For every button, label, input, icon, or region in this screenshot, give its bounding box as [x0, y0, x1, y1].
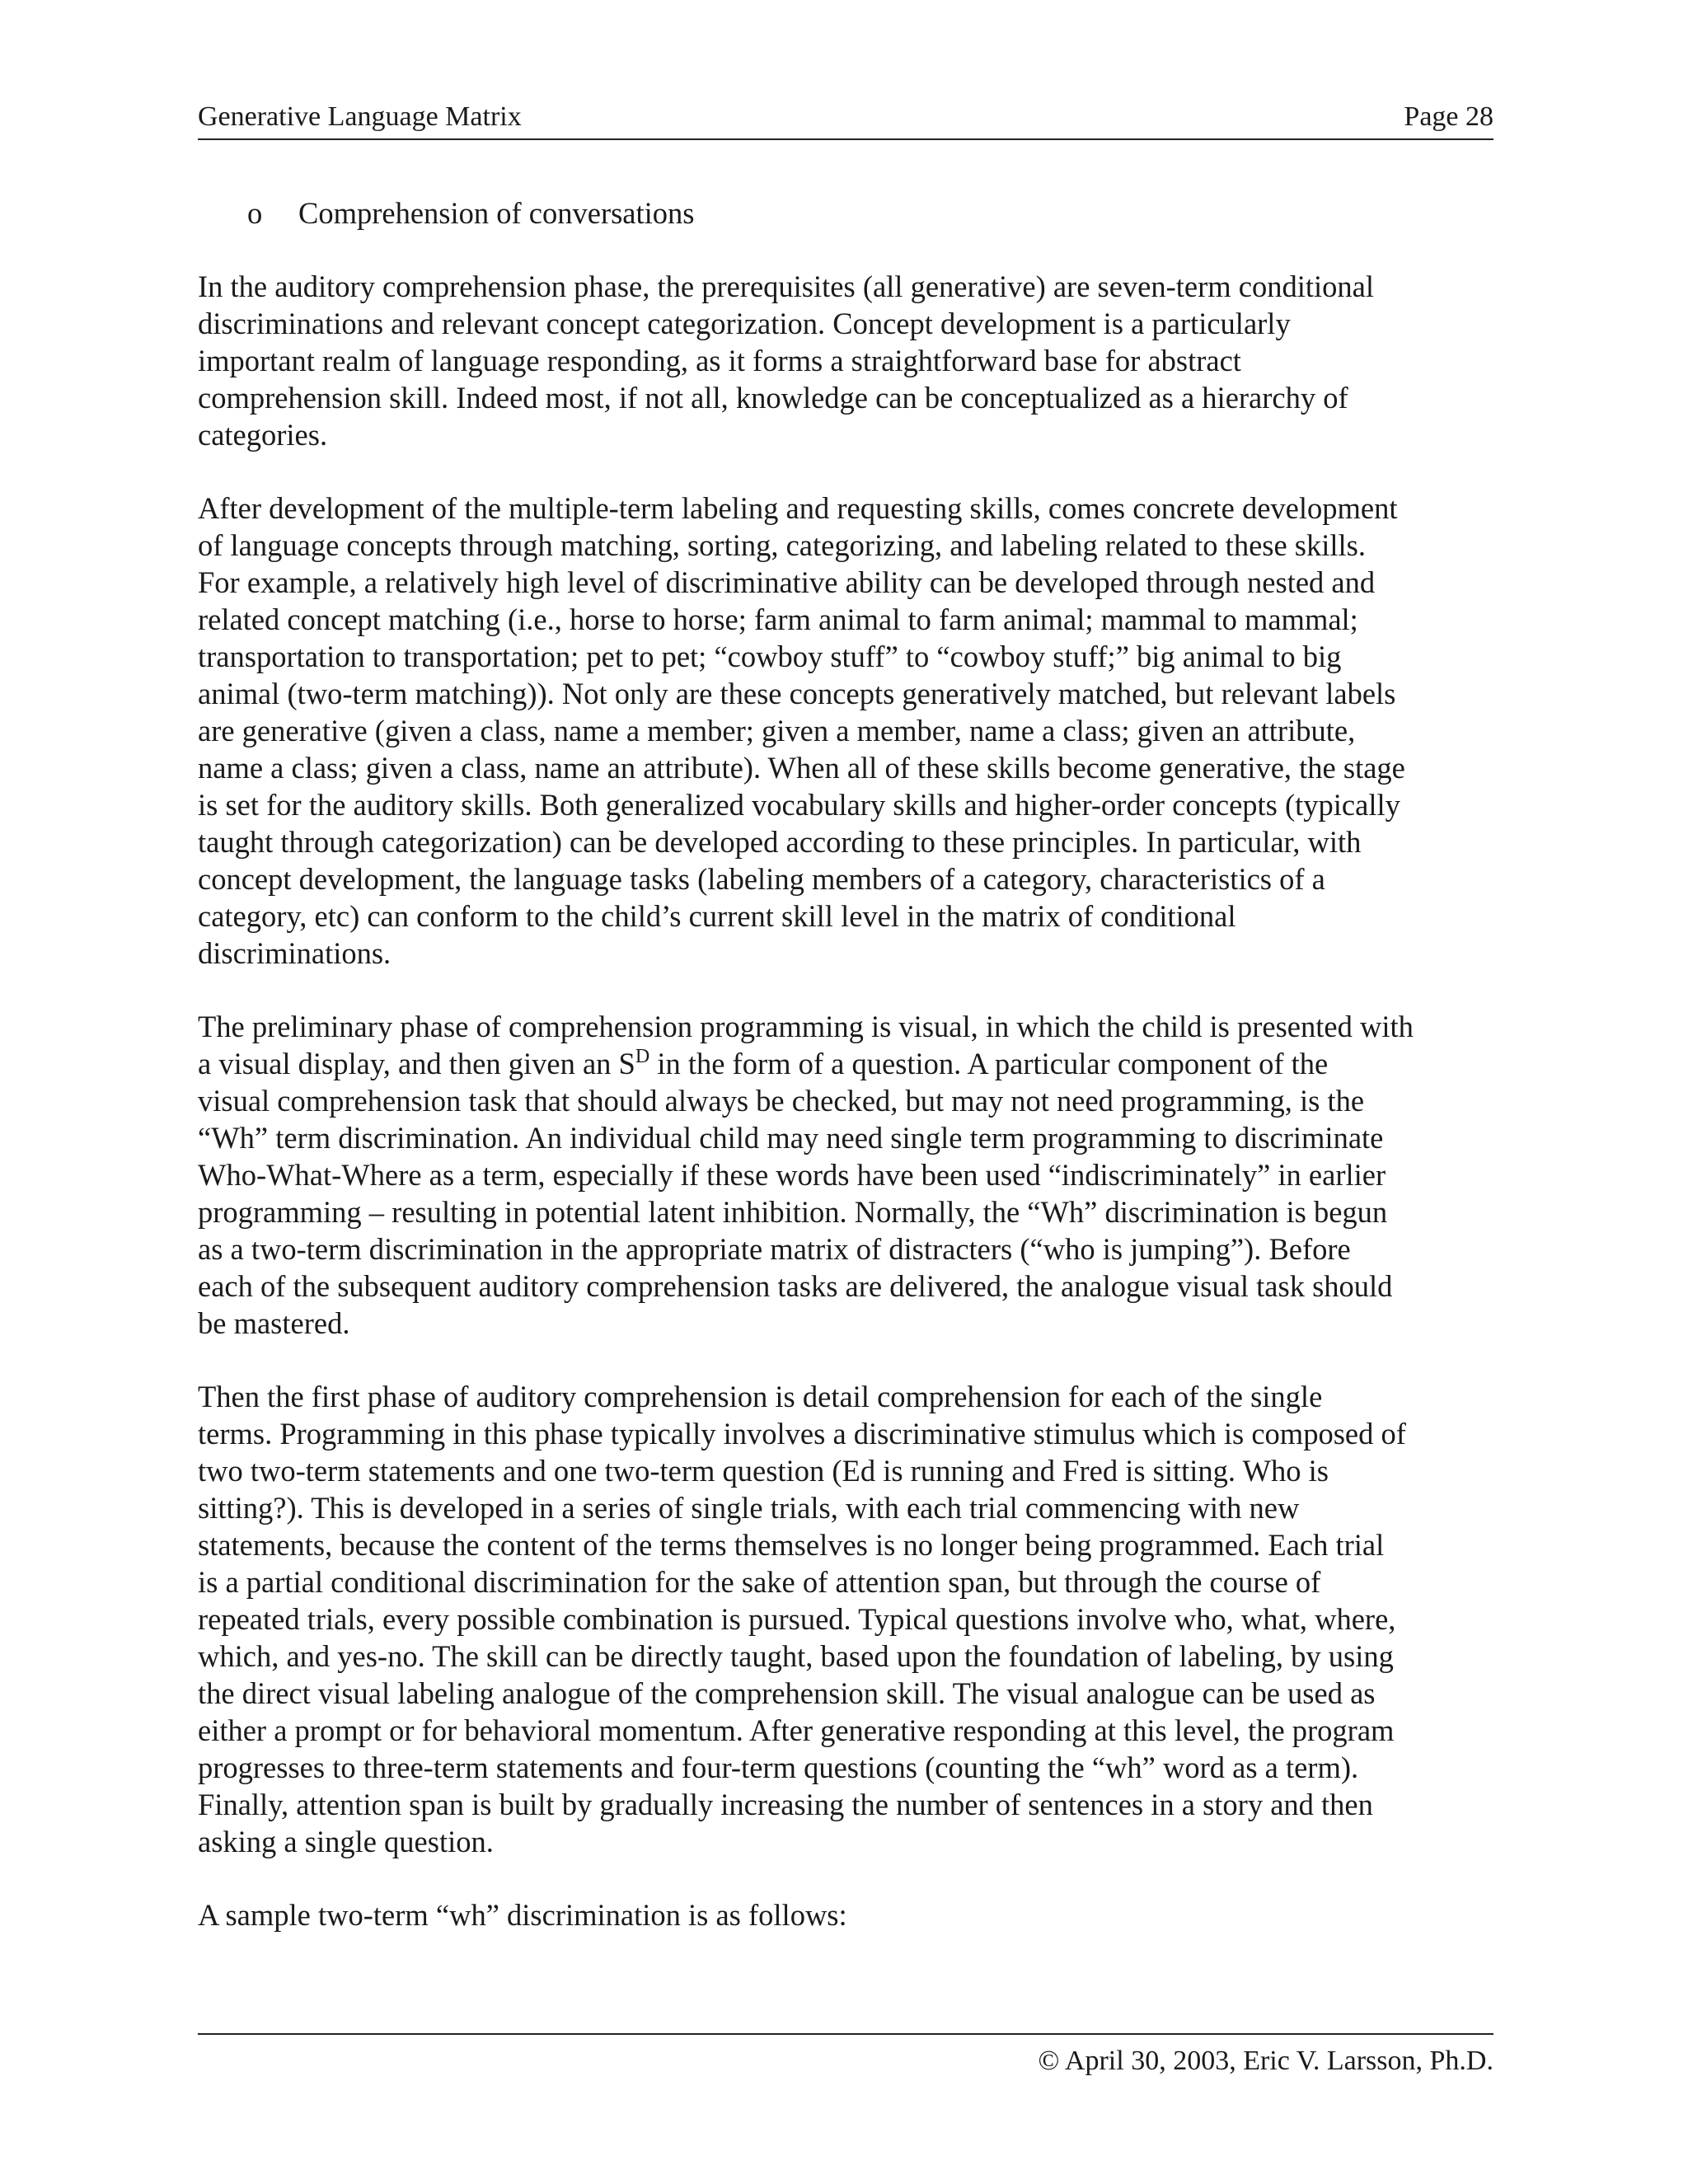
- text-line: which, and yes-no. The skill can be directly taught, based upon the foundation of labeling, by using: [198, 1639, 1394, 1673]
- text-line: terms. Programming in this phase typically involves a discriminative stimulus which is composed of: [198, 1417, 1406, 1451]
- text-line: are generative (given a class, name a member; given a member, name a class; given an attribute,: [198, 714, 1356, 748]
- text-line: discriminations.: [198, 936, 392, 970]
- text-line: is set for the auditory skills. Both generalized vocabulary skills and higher-order concepts (typically: [198, 788, 1400, 822]
- text-line: statements, because the content of the terms themselves is no longer being programmed. Each trial: [198, 1528, 1385, 1562]
- text-line: programming – resulting in potential latent inhibition. Normally, the “Wh” discrimination is begun: [198, 1195, 1388, 1229]
- text-line: For example, a relatively high level of discriminative ability can be developed through nested and: [198, 565, 1376, 599]
- paragraph-1: [198, 268, 1496, 453]
- text-line: be mastered.: [198, 1306, 350, 1340]
- text-line: visual comprehension task that should always be checked, but may not need programming, is the: [198, 1084, 1365, 1118]
- text-line: transportation to transportation; pet to pet; “cowboy stuff” to “cowboy stuff;” big animal to big: [198, 640, 1342, 673]
- page-header: [198, 96, 1493, 140]
- paragraph-4: [198, 1378, 1496, 1860]
- text-line: animal (two-term matching)). Not only are these concepts generatively matched, but relevant labels: [198, 677, 1396, 710]
- text-line: category, etc) can conform to the child’s current skill level in the matrix of conditional: [198, 899, 1236, 933]
- text-line: either a prompt or for behavioral momentum. After generative responding at this level, the program: [198, 1713, 1395, 1747]
- text-line: sitting?). This is developed in a series of single trials, with each trial commencing with new: [198, 1491, 1300, 1525]
- text-line: progresses to three-term statements and four-term questions (counting the “wh” word as a term).: [198, 1750, 1359, 1784]
- text-line: Finally, attention span is built by gradually increasing the number of sentences in a story and then: [198, 1788, 1373, 1821]
- text-line: name a class; given a class, name an attribute). When all of these skills become generative, the stage: [198, 751, 1405, 785]
- text-line: concept development, the language tasks (labeling members of a category, characteristics of a: [198, 862, 1325, 896]
- text-line: two two-term statements and one two-term question (Ed is running and Fred is sitting. Who is: [198, 1454, 1329, 1488]
- paragraph-3: [198, 1008, 1496, 1342]
- text-line: Then the first phase of auditory comprehension is detail comprehension for each of the single: [198, 1380, 1323, 1413]
- text-segment: a visual display, and then given an S: [198, 1047, 635, 1080]
- bullet-text: Comprehension of conversations: [298, 196, 695, 230]
- superscript: D: [635, 1046, 650, 1067]
- text-line: In the auditory comprehension phase, the prerequisites (all generative) are seven-term conditional: [198, 269, 1375, 303]
- text-line: taught through categorization) can be developed according to these principles. In particular, with: [198, 825, 1362, 859]
- page-footer: [198, 2033, 1493, 2081]
- text-line: Who-What-Where as a term, especially if these words have been used “indiscriminately” in earlier: [198, 1158, 1386, 1192]
- text-line: After development of the multiple-term labeling and requesting skills, comes concrete development: [198, 491, 1398, 525]
- bullet-item: [198, 194, 1496, 232]
- paragraph-5: [198, 1896, 1496, 1933]
- text-line: [198, 1045, 1496, 1082]
- text-line: of language concepts through matching, sorting, categorizing, and labeling related to these skills.: [198, 528, 1367, 562]
- text-line: is a partial conditional discrimination for the sake of attention span, but through the course of: [198, 1565, 1321, 1599]
- text-line: as a two-term discrimination in the appropriate matrix of distracters (“who is jumping”). Before: [198, 1232, 1351, 1266]
- text-line: categories.: [198, 418, 328, 452]
- text-segment: in the form of a question. A particular component of the: [649, 1047, 1329, 1080]
- text-line: “Wh” term discrimination. An individual child may need single term programming to discriminate: [198, 1121, 1384, 1155]
- text-line: each of the subsequent auditory comprehension tasks are delivered, the analogue visual task should: [198, 1269, 1393, 1303]
- text-line: discriminations and relevant concept categorization. Concept development is a particularly: [198, 307, 1291, 340]
- text-line: The preliminary phase of comprehension programming is visual, in which the child is presented with: [198, 1010, 1414, 1043]
- text-line: important realm of language responding, as it forms a straightforward base for abstract: [198, 344, 1241, 377]
- page-body: [198, 194, 1496, 1970]
- text-line: asking a single question.: [198, 1825, 494, 1858]
- text-line: comprehension skill. Indeed most, if not all, knowledge can be conceptualized as a hierarchy of: [198, 381, 1348, 415]
- text-line: related concept matching (i.e., horse to horse; farm animal to farm animal; mammal to mammal;: [198, 602, 1358, 636]
- text-line: the direct visual labeling analogue of the comprehension skill. The visual analogue can be used as: [198, 1676, 1376, 1710]
- bullet-mark: o: [247, 196, 263, 230]
- copyright-notice: © April 30, 2003, Eric V. Larsson, Ph.D.: [1038, 2046, 1493, 2076]
- text-line: repeated trials, every possible combination is pursued. Typical questions involve who, what, where,: [198, 1602, 1396, 1636]
- page-number: Page 28: [1404, 101, 1493, 132]
- paragraph-2: [198, 490, 1496, 972]
- document-title: Generative Language Matrix: [198, 101, 522, 132]
- text-line: A sample two-term “wh” discrimination is as follows:: [198, 1898, 847, 1932]
